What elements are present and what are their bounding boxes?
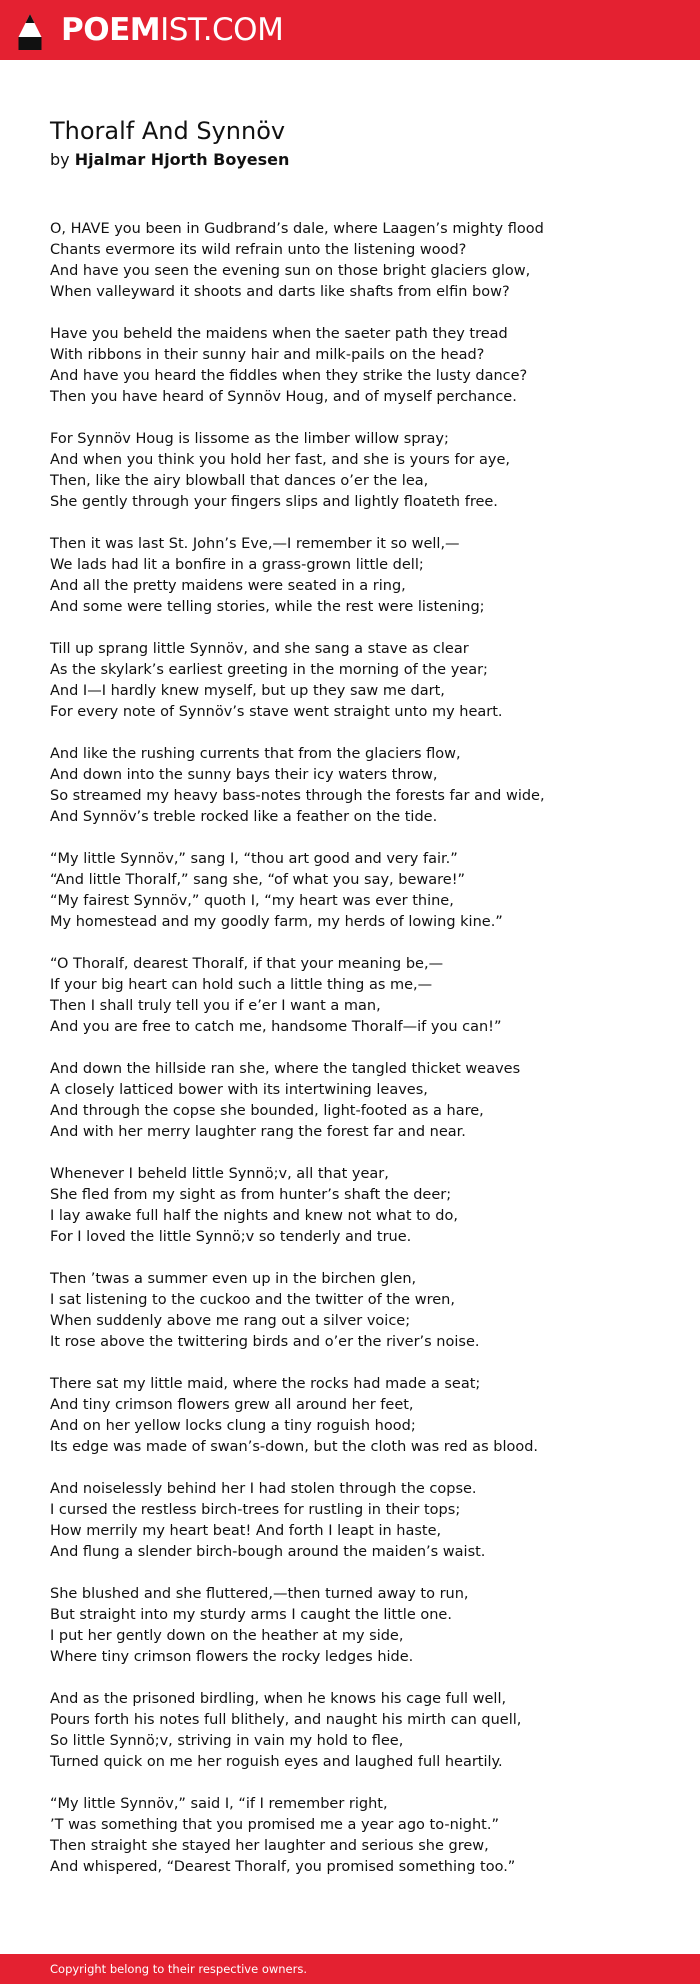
poem-line: O, HAVE you been in Gudbrand’s dale, where Laagen’s mighty flood (50, 221, 544, 237)
poem-line: And all the pretty maidens were seated in a ring, (50, 578, 406, 594)
poem-line: And Synnöv’s treble rocked like a feather on the tide. (50, 809, 438, 825)
by-label: by (50, 150, 70, 169)
poem-line: Pours forth his notes full blithely, and naught his mirth can quell, (50, 1712, 522, 1728)
poem-line: “My little Synnöv,” said I, “if I remember right, (50, 1796, 388, 1812)
poem-line: Then you have heard of Synnöv Houg, and of myself perchance. (50, 389, 517, 405)
poem-line: If your big heart can hold such a little thing as me,— (50, 977, 433, 993)
poem-line: ’T was something that you promised me a year ago to-night.” (50, 1817, 499, 1833)
poem-line: We lads had lit a bonfire in a grass-grown little dell; (50, 557, 424, 573)
poem-line: “And little Thoralf,” sang she, “of what you say, beware!” (50, 872, 466, 888)
poem-line: When suddenly above me rang out a silver voice; (50, 1313, 411, 1329)
stanza (50, 1584, 670, 1668)
poem-line: With ribbons in their sunny hair and milk-pails on the head? (50, 347, 485, 363)
poem-title: Thoralf And Synnöv (50, 117, 286, 145)
poem-line: And have you heard the fiddles when they strike the lusty dance? (50, 368, 528, 384)
site-header (0, 0, 700, 60)
logo-light-text: IST.COM (160, 12, 284, 48)
stanza (50, 1269, 670, 1353)
poem-line: So streamed my heavy bass-notes through the forests far and wide, (50, 788, 545, 804)
stanza (50, 324, 670, 408)
poem-line: Turned quick on me her roguish eyes and laughed full heartily. (50, 1754, 503, 1770)
byline (50, 149, 650, 171)
poem-line: Then straight she stayed her laughter and serious she grew, (50, 1838, 489, 1854)
poem-line: Then it was last St. John’s Eve,—I remember it so well,— (50, 536, 460, 552)
poem-line: “My little Synnöv,” sang I, “thou art good and very fair.” (50, 851, 458, 867)
poem-body (50, 219, 670, 1899)
poem-line: I sat listening to the cuckoo and the twitter of the wren, (50, 1292, 455, 1308)
stanza (50, 1374, 670, 1458)
poem-line: And through the copse she bounded, light-footed as a hare, (50, 1103, 484, 1119)
poem-line: Then I shall truly tell you if e’er I want a man, (50, 998, 381, 1014)
poem-heading (50, 115, 650, 171)
stanza (50, 849, 670, 933)
poem-line: She gently through your fingers slips and lightly floateth free. (50, 494, 498, 510)
poem-line: And with her merry laughter rang the forest far and near. (50, 1124, 466, 1140)
author-name[interactable]: Hjalmar Hjorth Boyesen (74, 150, 290, 169)
poem-line: Till up sprang little Synnöv, and she sang a stave as clear (50, 641, 469, 657)
poem-line: Then, like the airy blowball that dances o’er the lea, (50, 473, 429, 489)
poem-line: My homestead and my goodly farm, my herds of lowing kine.” (50, 914, 503, 930)
copyright-text: Copyright belong to their respective owners. (50, 1962, 308, 1976)
poem-line: So little Synnö;v, striving in vain my hold to flee, (50, 1733, 404, 1749)
poem-line: And like the rushing currents that from the glaciers flow, (50, 746, 461, 762)
poem-line: And on her yellow locks clung a tiny roguish hood; (50, 1418, 416, 1434)
poem-line: As the skylark’s earliest greeting in the morning of the year; (50, 662, 488, 678)
poem-line: And down into the sunny bays their icy waters throw, (50, 767, 438, 783)
poem-line: Its edge was made of swan’s-down, but the cloth was red as blood. (50, 1439, 539, 1455)
poem-line: And some were telling stories, while the rest were listening; (50, 599, 485, 615)
stanza (50, 429, 670, 513)
stanza (50, 1059, 670, 1143)
stanza (50, 1164, 670, 1248)
poem-line: But straight into my sturdy arms I caught the little one. (50, 1607, 452, 1623)
stanza (50, 744, 670, 828)
poem-line: Where tiny crimson flowers the rocky ledges hide. (50, 1649, 414, 1665)
poem-line: “My fairest Synnöv,” quoth I, “my heart was ever thine, (50, 893, 454, 909)
stanza (50, 534, 670, 618)
poem-line: There sat my little maid, where the rocks had made a seat; (50, 1376, 481, 1392)
stanza (50, 219, 670, 303)
poem-line: And when you think you hold her fast, and she is yours for aye, (50, 452, 510, 468)
poem-line: For every note of Synnöv’s stave went straight unto my heart. (50, 704, 503, 720)
poem-line: A closely latticed bower with its intertwining leaves, (50, 1082, 428, 1098)
poem-line: For I loved the little Synnö;v so tenderly and true. (50, 1229, 412, 1245)
poem-line: And as the prisoned birdling, when he knows his cage full well, (50, 1691, 507, 1707)
poem-line: When valleyward it shoots and darts like shafts from elfin bow? (50, 284, 510, 300)
poem-line: I lay awake full half the nights and knew not what to do, (50, 1208, 458, 1224)
poem-line: I put her gently down on the heather at my side, (50, 1628, 404, 1644)
poem-line: And have you seen the evening sun on those bright glaciers glow, (50, 263, 531, 279)
poem-line: And you are free to catch me, handsome Thoralf—if you can!” (50, 1019, 502, 1035)
site-logo[interactable] (61, 11, 283, 49)
poem-line: And whispered, “Dearest Thoralf, you promised something too.” (50, 1859, 516, 1875)
stanza (50, 1689, 670, 1773)
poem-line: And I—I hardly knew myself, but up they saw me dart, (50, 683, 445, 699)
poem-line: She fled from my sight as from hunter’s shaft the deer; (50, 1187, 452, 1203)
stanza (50, 1479, 670, 1563)
poem-line: How merrily my heart beat! And forth I leapt in haste, (50, 1523, 442, 1539)
poem-line: I cursed the restless birch-trees for rustling in their tops; (50, 1502, 461, 1518)
stanza (50, 639, 670, 723)
poem-line: She blushed and she fluttered,—then turned away to run, (50, 1586, 469, 1602)
poem-line: Then ’twas a summer even up in the birchen glen, (50, 1271, 417, 1287)
poem-line: Chants evermore its wild refrain unto the listening wood? (50, 242, 467, 258)
poem-line: And tiny crimson flowers grew all around her feet, (50, 1397, 414, 1413)
poem-line: And flung a slender birch-bough around the maiden’s waist. (50, 1544, 486, 1560)
poem-line: “O Thoralf, dearest Thoralf, if that your meaning be,— (50, 956, 444, 972)
site-footer (0, 1954, 700, 1984)
poem-line: And noiselessly behind her I had stolen through the copse. (50, 1481, 477, 1497)
poem-line: And down the hillside ran she, where the tangled thicket weaves (50, 1061, 521, 1077)
poem-line: For Synnöv Houg is lissome as the limber willow spray; (50, 431, 449, 447)
stanza (50, 954, 670, 1038)
poem-line: Whenever I beheld little Synnö;v, all that year, (50, 1166, 389, 1182)
logo-bold-text: POEM (61, 12, 161, 48)
poem-line: It rose above the twittering birds and o’er the river’s noise. (50, 1334, 480, 1350)
pencil-tip-icon[interactable] (17, 13, 43, 51)
poem-line: Have you beheld the maidens when the saeter path they tread (50, 326, 508, 342)
stanza (50, 1794, 670, 1878)
